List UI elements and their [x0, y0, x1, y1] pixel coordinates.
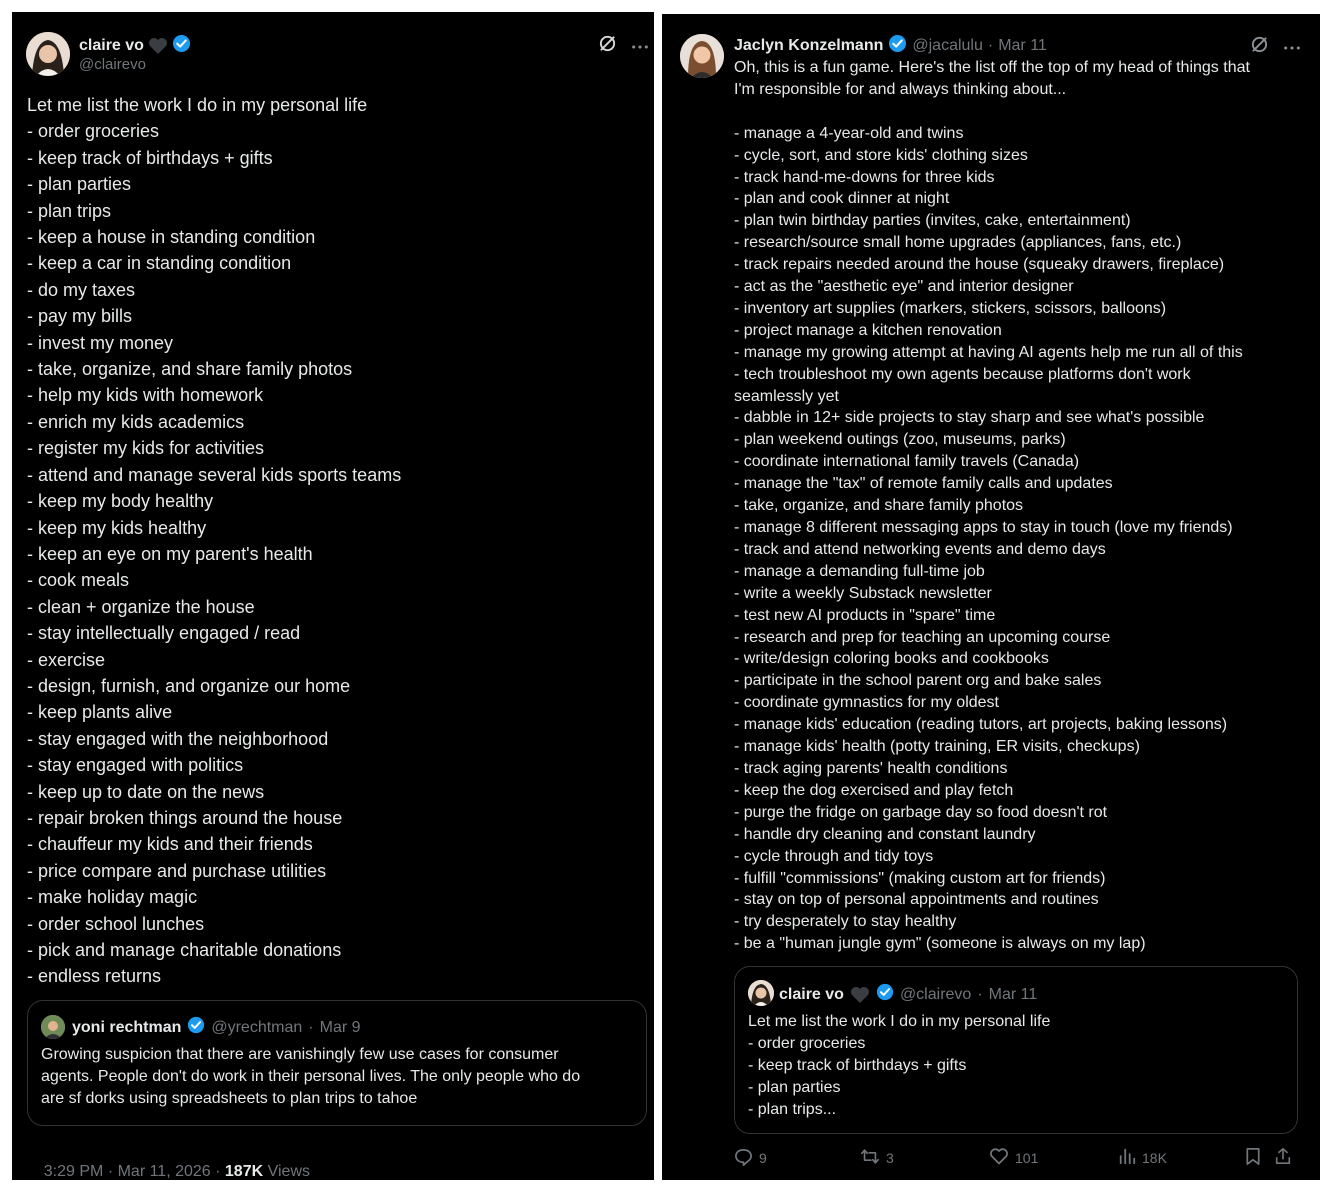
- text-line: - manage a demanding full-time job: [734, 562, 985, 580]
- text-line: - inventory art supplies (markers, stickers, scissors, balloons): [734, 299, 1167, 317]
- text-line: - manage a 4-year-old and twins: [734, 124, 964, 142]
- text-line: - cycle, sort, and store kids' clothing sizes: [734, 146, 1028, 164]
- text-line: - stay engaged with the neighborhood: [27, 728, 329, 749]
- text-line: - write/design coloring books and cookbooks: [734, 650, 1049, 668]
- repost-icon: [860, 1147, 880, 1169]
- text-line: - tech troubleshoot my own agents because platforms don't work: [734, 365, 1191, 383]
- text-line: - keep track of birthdays + gifts: [748, 1057, 967, 1074]
- repost-button[interactable]: [860, 1147, 894, 1169]
- text-line: - keep track of birthdays + gifts: [27, 147, 273, 168]
- separator-dot: ·: [977, 985, 983, 1003]
- text-line: - manage kids' health (potty training, ER visits, checkups): [734, 738, 1140, 756]
- text-line: - manage 8 different messaging apps to stay in touch (love my friends): [734, 519, 1233, 537]
- quoted-body: [748, 1011, 1050, 1121]
- text-line: - keep up to date on the news: [27, 781, 265, 802]
- text-line: - participate in the school parent org and bake sales: [734, 672, 1102, 690]
- text-line: - make holiday magic: [27, 887, 198, 908]
- text-line: - take, organize, and share family photos: [734, 497, 1024, 515]
- text-line: - project manage a kitchen renovation: [734, 321, 1002, 339]
- bookmark-icon: [1245, 1147, 1261, 1169]
- text-line: are sf dorks using spreadsheets to plan trips to tahoe: [41, 1090, 418, 1107]
- views-count: 18K: [1142, 1149, 1167, 1166]
- text-line: - endless returns: [27, 966, 162, 987]
- text-line: - write a weekly Substack newsletter: [734, 584, 992, 602]
- text-line: - test new AI products in "spare" time: [734, 606, 996, 624]
- text-line: I'm responsible for and always thinking about...: [734, 80, 1067, 98]
- action-bar: [734, 1147, 1292, 1169]
- text-line: - order school lunches: [27, 913, 205, 934]
- text-line: Oh, this is a fun game. Here's the list off the top of my head of things that: [734, 59, 1250, 76]
- text-line: - track aging parents' health conditions: [734, 759, 1008, 777]
- tweet-body: [27, 92, 401, 990]
- text-line: - do my taxes: [27, 279, 136, 300]
- quoted-date[interactable]: Mar 9: [319, 1018, 361, 1036]
- text-line: - track hand-me-downs for three kids: [734, 168, 995, 186]
- separator-dot: ·: [308, 1018, 314, 1036]
- timestamp[interactable]: 3:29 PM · Mar 11, 2026 ·: [43, 1163, 225, 1180]
- left-tweet: [12, 12, 654, 1180]
- text-line: - keep my body healthy: [27, 491, 214, 512]
- text-line: - try desperately to stay healthy: [734, 913, 957, 931]
- views-icon: [1118, 1147, 1136, 1168]
- grok-icon[interactable]: [598, 34, 617, 58]
- more-icon[interactable]: [631, 37, 649, 55]
- text-line: - stay engaged with politics: [27, 755, 244, 776]
- text-line: - attend and manage several kids sports teams: [27, 464, 402, 485]
- author-handle[interactable]: @clairevo: [79, 56, 146, 73]
- text-line: - order groceries: [27, 121, 160, 142]
- quoted-tweet[interactable]: [734, 966, 1298, 1134]
- text-line: - enrich my kids academics: [27, 411, 245, 432]
- views-label: Views: [263, 1163, 310, 1180]
- text-line: - dabble in 12+ side projects to stay sharp and see what's possible: [734, 409, 1205, 427]
- separator-dot: ·: [987, 37, 994, 54]
- quoted-author-handle[interactable]: @clairevo: [899, 985, 972, 1003]
- text-line: - keep a house in standing condition: [27, 227, 316, 248]
- text-line: - keep the dog exercised and play fetch: [734, 781, 1014, 799]
- text-line: - manage the "tax" of remote family calls and updates: [734, 475, 1113, 493]
- verified-icon: [888, 34, 907, 58]
- text-line: [734, 101, 1250, 123]
- tweet-body: [734, 57, 1250, 955]
- text-line: - plan parties: [27, 174, 132, 195]
- reply-icon: [734, 1147, 753, 1169]
- quoted-author-handle[interactable]: @yrechtman: [211, 1018, 303, 1036]
- tweet-date[interactable]: Mar 11: [998, 37, 1047, 54]
- text-line: - be a "human jungle gym" (someone is always on my lap): [734, 935, 1146, 953]
- views-count: 187K: [224, 1163, 264, 1180]
- text-line: - pick and manage charitable donations: [27, 940, 342, 960]
- text-line: - keep my kids healthy: [27, 517, 207, 538]
- reply-button[interactable]: [734, 1147, 767, 1169]
- views-button[interactable]: [1118, 1147, 1167, 1168]
- text-line: - cook meals: [27, 570, 130, 591]
- grok-icon[interactable]: [1250, 35, 1269, 59]
- author-name[interactable]: claire vo: [79, 37, 144, 54]
- text-line: - plan trips: [27, 200, 112, 221]
- text-line: - track repairs needed around the house (squeaky drawers, fireplace): [734, 256, 1225, 274]
- text-line: - fulfill "commissions" (making custom art for friends): [734, 869, 1106, 887]
- author-handle[interactable]: @jacalulu: [912, 37, 983, 54]
- text-line: - repair broken things around the house: [27, 807, 343, 828]
- text-line: - plan and cook dinner at night: [734, 190, 950, 208]
- text-line: - plan weekend outings (zoo, museums, parks): [734, 431, 1066, 449]
- heart-icon: [850, 986, 870, 1004]
- text-line: - invest my money: [27, 332, 174, 353]
- text-line: - take, organize, and share family photos: [27, 359, 353, 380]
- text-line: - pay my bills: [27, 306, 133, 327]
- text-line: Growing suspicion that there are vanishingly few use cases for consumer: [41, 1046, 559, 1063]
- text-line: - research/source small home upgrades (appliances, fans, etc.): [734, 234, 1182, 252]
- text-line: - stay on top of personal appointments and routines: [734, 891, 1099, 909]
- text-line: - manage my growing attempt at having AI agents help me run all of this: [734, 343, 1243, 361]
- text-line: - plan trips...: [748, 1101, 837, 1118]
- text-line: - act as the "aesthetic eye" and interior designer: [734, 278, 1074, 296]
- avatar[interactable]: [26, 32, 70, 76]
- text-line: - manage kids' education (reading tutors, art projects, baking lessons): [734, 716, 1228, 734]
- verified-icon: [172, 34, 191, 58]
- text-line: - chauffeur my kids and their friends: [27, 834, 313, 855]
- avatar[interactable]: [748, 980, 774, 1006]
- text-line: - plan parties: [748, 1079, 841, 1096]
- text-line: agents. People don't do work in their personal lives. The only people who do: [41, 1068, 581, 1085]
- repost-count: 3: [886, 1150, 894, 1166]
- author-name[interactable]: Jaclyn Konzelmann: [734, 37, 884, 54]
- verified-icon: [187, 1016, 205, 1039]
- text-line: - price compare and purchase utilities: [27, 860, 327, 881]
- avatar[interactable]: [680, 34, 724, 78]
- text-line: - handle dry cleaning and constant laundry: [734, 825, 1036, 843]
- text-line: - help my kids with homework: [27, 385, 264, 406]
- quoted-author-name[interactable]: yoni rechtman: [72, 1018, 182, 1036]
- right-tweet: [662, 14, 1320, 1180]
- text-line: seamlessly yet: [734, 387, 839, 405]
- like-count: 101: [1015, 1149, 1039, 1166]
- reply-count: 9: [759, 1150, 767, 1166]
- text-line: - design, furnish, and organize our home: [27, 675, 351, 696]
- verified-icon: [876, 983, 894, 1006]
- text-line: - stay intellectually engaged / read: [27, 623, 301, 644]
- text-line: - research and prep for teaching an upcoming course: [734, 628, 1111, 646]
- text-line: Let me list the work I do in my personal life: [748, 1013, 1051, 1030]
- text-line: - track and attend networking events and demo days: [734, 540, 1106, 558]
- quoted-body: [41, 1044, 580, 1110]
- text-line: - order groceries: [748, 1035, 866, 1052]
- avatar[interactable]: [41, 1015, 65, 1039]
- share-icon: [1274, 1147, 1292, 1168]
- quoted-tweet[interactable]: [27, 1000, 647, 1126]
- tweet-meta: [26, 1145, 310, 1199]
- text-line: - keep a car in standing condition: [27, 253, 292, 274]
- text-line: - cycle through and tidy toys: [734, 847, 934, 865]
- share-button[interactable]: [1274, 1147, 1292, 1168]
- text-line: Let me list the work I do in my personal life: [27, 95, 368, 115]
- text-line: - clean + organize the house: [27, 596, 255, 617]
- text-line: - coordinate gymnastics for my oldest: [734, 694, 999, 712]
- text-line: - coordinate international family travels (Canada): [734, 453, 1080, 471]
- text-line: - plan twin birthday parties (invites, cake, entertainment): [734, 212, 1131, 230]
- text-line: - keep an eye on my parent's health: [27, 543, 313, 564]
- text-line: - keep plants alive: [27, 702, 173, 723]
- bookmark-button[interactable]: [1245, 1147, 1261, 1169]
- like-icon: [989, 1147, 1009, 1168]
- text-line: - purge the fridge on garbage day so food doesn't rot: [734, 803, 1108, 821]
- text-line: - exercise: [27, 649, 106, 670]
- like-button[interactable]: [989, 1147, 1038, 1168]
- quoted-author-name[interactable]: claire vo: [779, 985, 844, 1003]
- text-line: - register my kids for activities: [27, 438, 265, 459]
- more-icon[interactable]: [1283, 38, 1301, 56]
- quoted-date[interactable]: Mar 11: [988, 985, 1038, 1003]
- heart-icon: [148, 37, 168, 55]
